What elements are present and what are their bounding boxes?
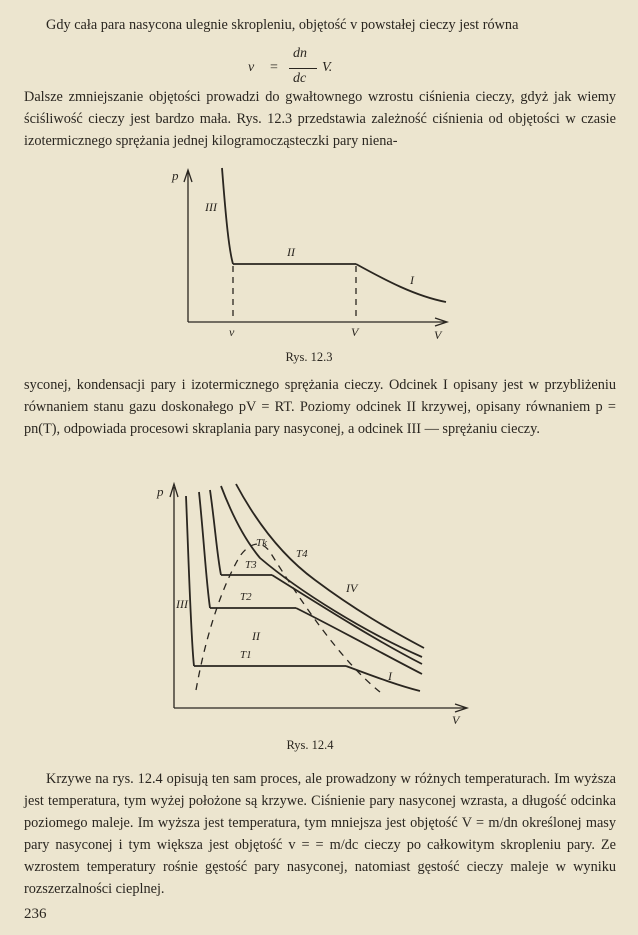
fig1-label-I: I xyxy=(410,273,414,287)
fig2-label-IV: IV xyxy=(346,581,358,595)
formula-rhs: V. xyxy=(322,60,333,75)
fig1-label-III: III xyxy=(205,200,217,214)
fig1-segment-I-curve xyxy=(356,264,446,302)
fig2-caption: Rys. 12.4 xyxy=(286,738,334,752)
paragraph-4: Krzywe na rys. 12.4 opisują ten sam proces, ale prowadzony w różnych temperaturach. Im wyższa jest temperatura, tym wyżej położone są krzywe. Ciśnienie pary nasyconej wzrasta, a długość odcinka poziomego maleje. Im wyższa jest temperatura, tym mniejsza jest objętość V = m/dn określonej masy pary nasyconej i tym większa jest objętość v = = m/dc cieczy po całkowitym skropleniu pary. Ze wzrostem temperatury rośnie gęstość pary nasyconej, natomiast gęstość cieczy maleje w wyniku rozszerzalności cieplnej. xyxy=(24,771,616,897)
formula-lhs: v xyxy=(248,60,255,75)
fig1-caption: Rys. 12.3 xyxy=(285,350,333,364)
paragraph-3: syconej, kondensacji pary i izotermicznego sprężania cieczy. Odcinek I opisany jest w przybliżeniu równaniem stanu gazu doskonałego pV = RT. Poziomy odcinek II krzywej, opisany równaniem p = pn(T), odpowiada procesowi skraplania pary nasyconej, a odcinek III — sprężaniu cieczy. xyxy=(24,377,616,437)
formula-liquid-volume xyxy=(240,44,400,90)
fig2-p-label: p xyxy=(157,484,164,499)
fig2-p-axis-arrow xyxy=(170,484,178,497)
fig2-T4-isotherm xyxy=(236,484,424,648)
fig1-label-II: II xyxy=(287,245,295,259)
fraction-bar xyxy=(289,68,317,69)
fig2-T4-label: T4 xyxy=(296,548,308,560)
fig2-label-II: II xyxy=(252,629,260,643)
page-number: 236 xyxy=(24,906,47,922)
fig2-saturation-envelope xyxy=(196,544,380,692)
fig1-V-label: V xyxy=(351,325,359,339)
fig2-v-axis-arrow xyxy=(455,704,467,712)
fig1-V-axis-label: V xyxy=(434,328,442,342)
fig2-label-I: I xyxy=(388,669,392,683)
fig1-segment-III-curve xyxy=(222,168,233,264)
paragraph-2: Dalsze zmniejszanie objętości prowadzi do gwałtownego wzrostu ciśnienia cieczy, gdyż jak wiemy ściśliwość cieczy jest bardzo mała. Rys. 12.3 przedstawia zależność ciśnienia od objętości w czasie izotermicznego sprężania jednej kilogramocząsteczki pary niena- xyxy=(24,89,616,149)
fig2-T1-gas xyxy=(346,666,420,691)
fig1-p-axis-arrow xyxy=(184,170,192,182)
fig1-p-label: p xyxy=(172,168,179,183)
fig2-Tk-label: Tk xyxy=(256,537,267,549)
fig2-T3-gas xyxy=(272,575,422,664)
fig2-T3-label: T3 xyxy=(245,559,257,571)
fig1-v-axis-arrow xyxy=(435,318,447,326)
fig2-T3-liquid xyxy=(210,490,221,575)
fig2-Tk-isotherm xyxy=(221,486,422,657)
fig2-T2-gas xyxy=(296,608,422,674)
fig2-label-III: III xyxy=(176,597,188,611)
fig2-T2-label: T2 xyxy=(240,591,252,603)
formula-equals: = xyxy=(270,60,278,75)
fig2-V-axis-label: V xyxy=(452,713,460,727)
formula-denominator: dc xyxy=(293,71,307,86)
fig2-T1-label: T1 xyxy=(240,649,252,661)
paragraph-1: Gdy cała para nasycona ulegnie skropleniu, objętość v powstałej cieczy jest równa xyxy=(46,17,519,33)
fig2-T2-liquid xyxy=(199,492,210,608)
formula-numerator: dn xyxy=(293,46,307,61)
fig1-v-small-label: v xyxy=(229,325,235,339)
fig2-T1-liquid xyxy=(186,496,194,666)
